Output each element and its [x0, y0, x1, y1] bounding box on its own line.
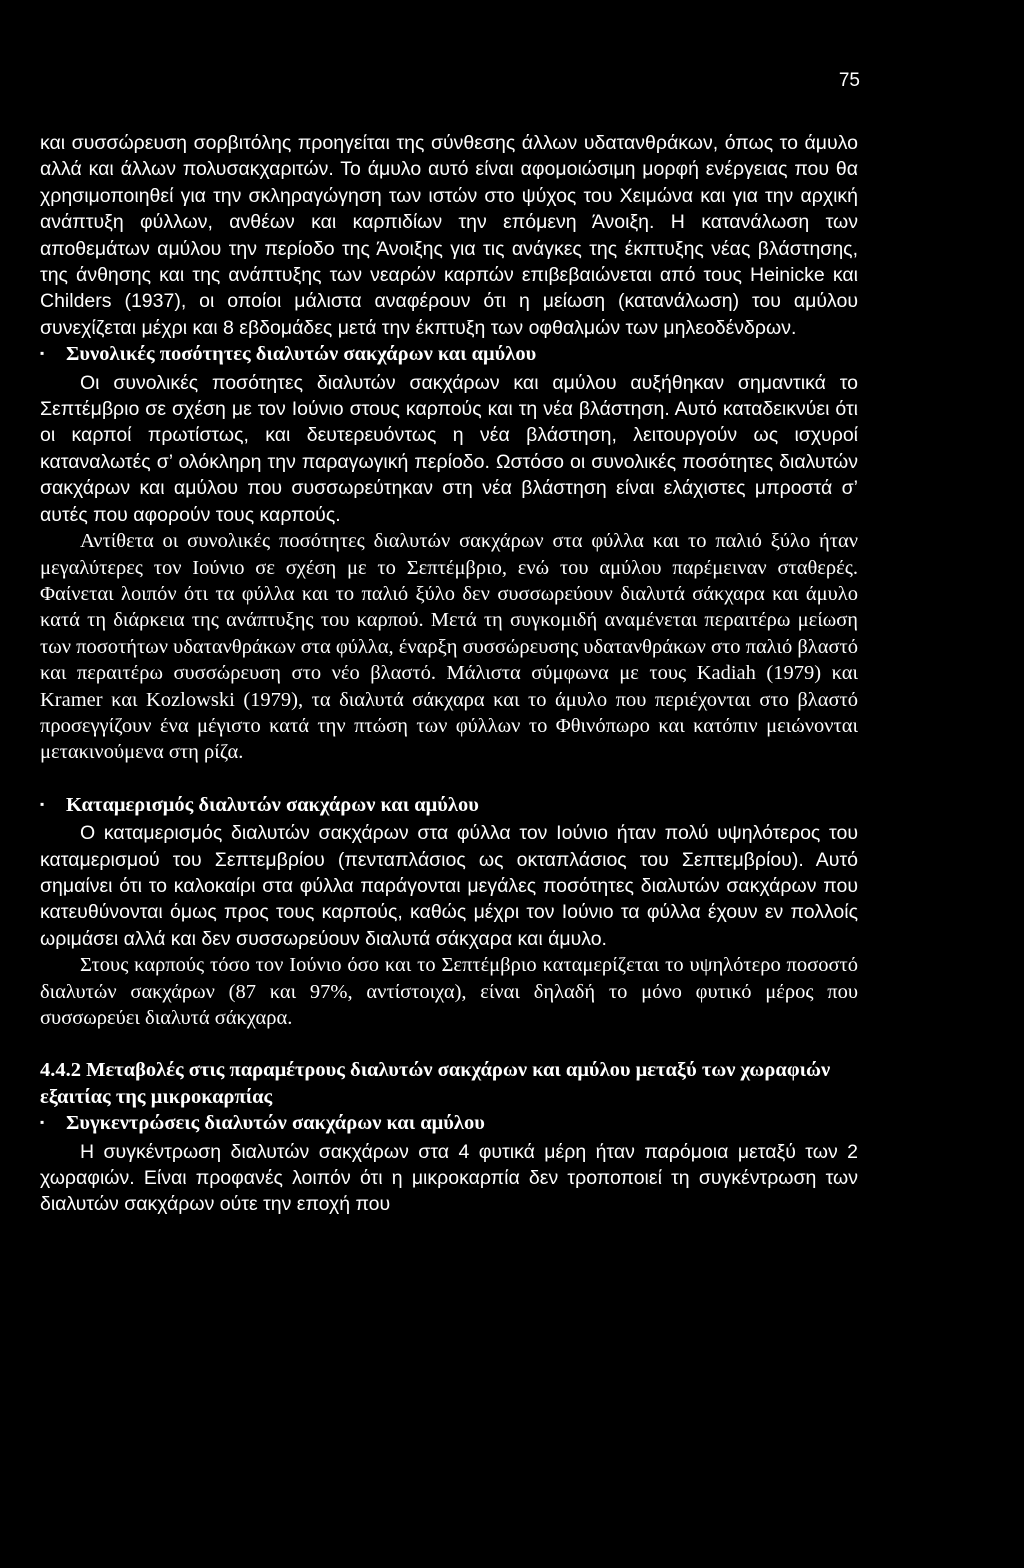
section-heading-total-sugars [40, 341, 858, 369]
section-heading-concentrations [40, 1110, 858, 1138]
paragraph-starch-spring: και συσσώρευση σορβιτόλης προηγείται της σύνθεσης άλλων υδατανθράκων, όπως το άμυλο αλλά και άλλων πολυσακχαριτών. Το άμυλο αυτό είναι αφομοιώσιμη μορφή ενέργειας που θα χρησιμοποιηθεί για την σκληραγώγηση των ιστών στο ψύχος του Χειμώνα και για την αρχική ανάπτυξη φύλλων, ανθέων και καρπιδίων την επόμενη Άνοιξη. Η κατανάλωση των αποθεμάτων αμύλου την περίοδο της Άνοιξης για τις ανάγκες της έκπτυξης νέας βλάστησης, της άνθησης και της ανάπτυξης των νεαρών καρπών επιβεβαιώνεται από τους Heinicke και Childers (1937), οι οποίοι μάλιστα αναφέρουν ότι η μείωση (κατανάλωση) του αμύλου συνεχίζεται μέχρι και 8 εβδομάδες μετά την έκπτυξη των οφθαλμών των μηλεοδένδρων. [40, 132, 858, 339]
bullet-icon: ▪ [40, 346, 45, 361]
page-content [40, 130, 858, 1218]
paragraph-partitioning-leaves: Ο καταμερισμός διαλυτών σακχάρων στα φύλλα τον Ιούνιο ήταν πολύ υψηλότερος του καταμερισμού του Σεπτεμβρίου (πενταπλάσιος ως οκταπλάσιος του Σεπτεμβρίου). Αυτό σημαίνει ότι το καλοκαίρι στα φύλλα παράγονται μεγάλες ποσότητες διαλυτών σακχάρων που κατευθύνονται όμως προς τους καρπούς, καθώς μέχρι τον Ιούνιο τα φύλλα έχουν εν πολλοίς ωριμάσει αλλά και δεν συσσωρεύουν διαλυτά σάκχαρα και άμυλο. [40, 822, 858, 950]
section-heading-4-4-2 [40, 1057, 858, 1110]
paragraph-partitioning-fruits: Στους καρπούς τόσο τον Ιούνιο όσο και το Σεπτέμβριο καταμερίζεται το υψηλότερο ποσοστό διαλυτών σακχάρων (87 και 97%, αντίστοιχα), είναι δηλαδή το μόνο φυτικό μέρος που συσσωρεύει διαλυτά σάκχαρα. [40, 954, 858, 1029]
paragraph-concentrations: Η συγκέντρωση διαλυτών σακχάρων στα 4 φυτικά μέρη ήταν παρόμοια μεταξύ των 2 χωραφιών. Είναι προφανές λοιπόν ότι η μικροκαρπία δεν τροποποιεί τη συγκέντρωση των διαλυτών σακχάρων ούτε την εποχή που [40, 1140, 858, 1216]
paragraph-total-quantities: Οι συνολικές ποσότητες διαλυτών σακχάρων και αμύλου αυξήθηκαν σημαντικά το Σεπτέμβριο σε σχέση με τον Ιούνιο στους καρπούς και τη νέα βλάστηση. Αυτό καταδεικνύει ότι οι καρποί πρωτίστως, και δευτερευόντως η νέα βλάστηση, λειτουργούν ως ισχυροί καταναλωτές σ’ ολόκληρη την παραγωγική περίοδο. Ωστόσο οι συνολικές ποσότητες διαλυτών σακχάρων και αμύλου που συσσωρεύτηκαν στη νέα βλάστηση είναι ελάχιστες μπροστά σ’ αυτές που αφορούν τους καρπούς. [40, 371, 858, 526]
paragraph-leaves-old-wood: Αντίθετα οι συνολικές ποσότητες διαλυτών σακχάρων στα φύλλα και το παλιό ξύλο ήταν μεγαλύτερες τον Ιούνιο σε σχέση με το Σεπτέμβριο, ενώ του αμύλου παρέμειναν σταθερές. Φαίνεται λοιπόν ότι τα φύλλα και το παλιό ξύλο δεν συσσωρεύουν διαλυτά σάκχαρα και άμυλο κατά τη διάρκεια της ανάπτυξης του καρπού. Μετά τη συγκομιδή αναμένεται περαιτέρω μείωση των ποσοτήτων υδατανθράκων στα φύλλα, έναρξη συσσώρευσης υδατανθράκων στο παλιό βλαστό και περαιτέρω συσσώρευση στο νέο βλαστό. Μάλιστα σύμφωνα με τους Kadiah (1979) και Kramer και Kozlowski (1979), τα διαλυτά σάκχαρα και το άμυλο που περιέχονται στο βλαστό προσεγγίζουν ένα μέγιστο κατά την πτώση των φύλλων το Φθινόπωρο και κατόπιν μειώνονται μετακινούμενα στη ρίζα. [40, 530, 858, 764]
section-number: 4.4.2 [40, 1059, 81, 1082]
heading-text: Συγκεντρώσεις διαλυτών σακχάρων και αμύλου [66, 1112, 485, 1135]
heading-text: Καταμερισμός διαλυτών σακχάρων και αμύλου [66, 793, 479, 816]
bullet-icon: ▪ [40, 1115, 45, 1130]
section-heading-partitioning [40, 792, 858, 820]
heading-text: Μεταβολές στις παραμέτρους διαλυτών σακχάρων και αμύλου μεταξύ των χωραφιών εξαιτίας της μικροκαρπίας [40, 1059, 831, 1108]
bullet-icon: ▪ [40, 796, 45, 811]
page-number: 75 [838, 70, 860, 91]
heading-text: Συνολικές ποσότητες διαλυτών σακχάρων και αμύλου [66, 343, 537, 366]
